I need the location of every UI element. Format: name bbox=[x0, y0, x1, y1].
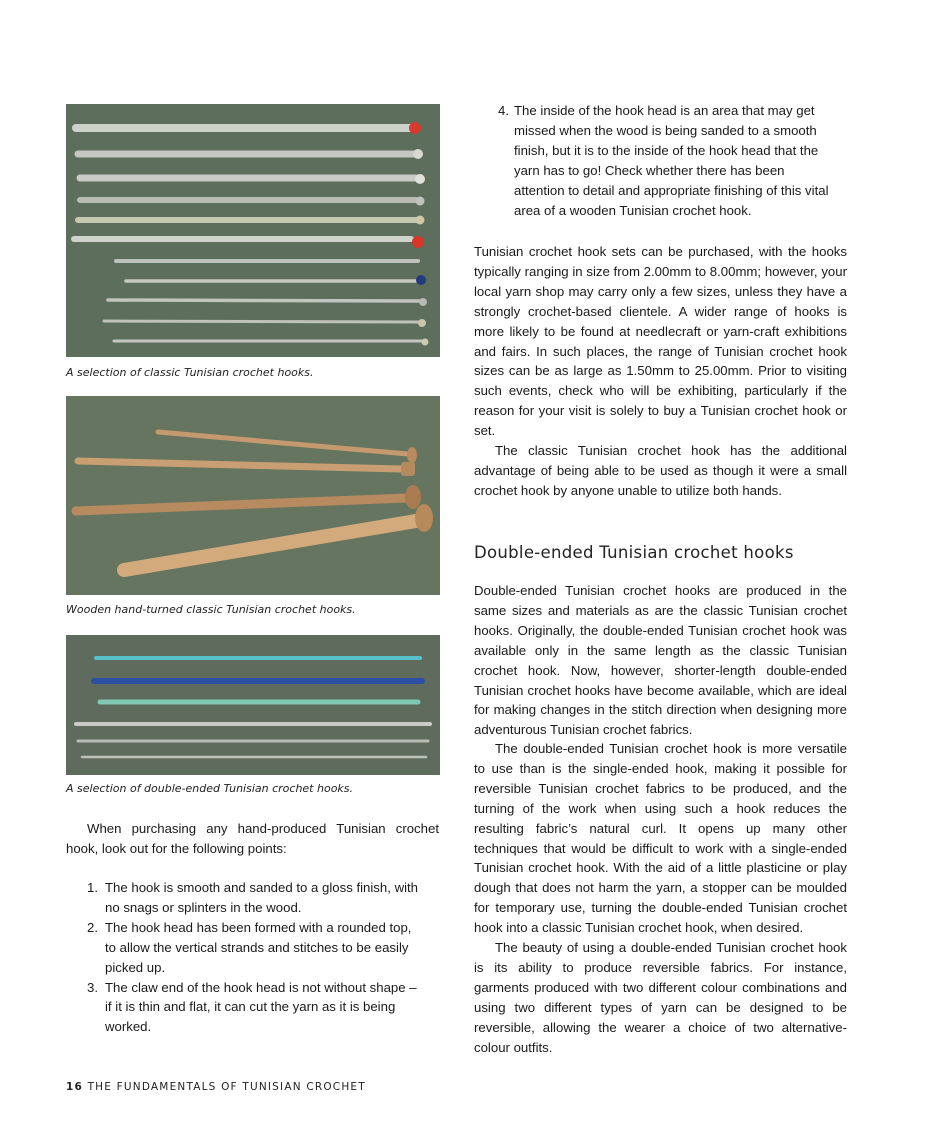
list-item-text: The inside of the hook head is an area that may get missed when the wood is being sanded to a smooth finish, but it is to the inside of the hook head that the yarn has to go! Check whether there has been attention to detail and appropriate finishing of this vital area of a wooden Tunisian crochet hook. bbox=[514, 103, 829, 218]
section-heading-double-ended: Double-ended Tunisian crochet hooks bbox=[474, 543, 794, 562]
list-item-number: 1. bbox=[87, 880, 98, 895]
page-footer bbox=[66, 1081, 366, 1093]
list-item bbox=[66, 978, 426, 1038]
double-ended-versatile-paragraph: The double-ended Tunisian crochet hook is more versatile to use than is the single-ended hook, making it possible for reversible Tunisian crochet fabrics to be produced, and the turning of the work when using such a hook reduces the resulting fabric’s natural curl. It opens up many other techniques that would be difficult to work with a single-ended Tunisian crochet hook. With the aid of a little plasticine or play dough that does not harm the yarn, a stopper can be moulded for temporary use, turning the double-ended Tunisian crochet hook into a classic Tunisian crochet hook, when desired. bbox=[474, 741, 847, 936]
page-number: 16 bbox=[66, 1081, 84, 1093]
list-item-number: 3. bbox=[87, 979, 98, 995]
list-item-number: 4. bbox=[498, 103, 509, 118]
caption-wooden-hooks: Wooden hand-turned classic Tunisian crochet hooks. bbox=[66, 603, 356, 616]
double-ended-reversible-paragraph: The beauty of using a double-ended Tunisian crochet hook is its ability to produce reversible fabrics. For instance, garments produced with two different colour combinations and using two different types of yarn can be designed to be reversible, allowing the wearer a choice of two alternative-colour outfits. bbox=[474, 940, 847, 1055]
list-item-text: The hook is smooth and sanded to a gloss finish, with no snags or splinters in the wood. bbox=[105, 880, 419, 915]
purchasing-intro: When purchasing any hand-produced Tunisian crochet hook, look out for the following points: bbox=[66, 821, 439, 856]
list-item bbox=[474, 101, 834, 220]
list-item-number: 2. bbox=[87, 919, 98, 935]
list-item bbox=[66, 878, 426, 918]
hook-sets-paragraph: Tunisian crochet hook sets can be purchased, with the hooks typically ranging in size from 2.00mm to 8.00mm; however, your local yarn shop may carry only a few sizes, unless they have a strongly crochet-based clientele. A wider range of hooks is more likely to be found at needlecraft or yarn-craft exhibitions and fairs. In such places, the range of Tunisian crochet hook sizes can be as large as 1.50mm to 25.00mm. Prior to visiting such events, check who will be exhibiting, particularly if the reason for your visit is solely to buy a Tunisian crochet hook or set. bbox=[474, 244, 847, 439]
list-item-text: The hook head has been formed with a rounded top, to allow the vertical strands and stitches to be easily picked up. bbox=[105, 919, 412, 975]
double-ended-intro-paragraph: Double-ended Tunisian crochet hooks are produced in the same sizes and materials as are the classic Tunisian crochet hooks. Originally, the double-ended Tunisian crochet hook was available only in the same length as the classic Tunisian crochet hook. Now, however, shorter-length double-ended Tunisian crochet hooks have become available, which are ideal for making changes in the stitch direction when designing more adventurous Tunisian crochet fabrics. bbox=[474, 583, 847, 738]
list-item bbox=[66, 918, 426, 978]
purchasing-points-list-continued bbox=[474, 101, 834, 220]
running-title: THE FUNDAMENTALS OF TUNISIAN CROCHET bbox=[87, 1081, 366, 1093]
list-item-text: The claw end of the hook head is not without shape – if it is thin and flat, it can cut the yarn as it is being worked. bbox=[105, 979, 417, 1035]
classic-advantage-paragraph: The classic Tunisian crochet hook has the additional advantage of being able to be used as though it were a small crochet hook by anyone unable to utilize both hands. bbox=[474, 443, 847, 498]
photo-wooden-hooks bbox=[66, 396, 440, 595]
caption-double-ended-hooks: A selection of double-ended Tunisian crochet hooks. bbox=[66, 782, 354, 795]
photo-double-ended-hooks bbox=[66, 635, 440, 775]
photo-classic-hooks bbox=[66, 104, 440, 357]
purchasing-points-list bbox=[66, 878, 426, 1037]
caption-classic-hooks: A selection of classic Tunisian crochet hooks. bbox=[66, 366, 314, 379]
